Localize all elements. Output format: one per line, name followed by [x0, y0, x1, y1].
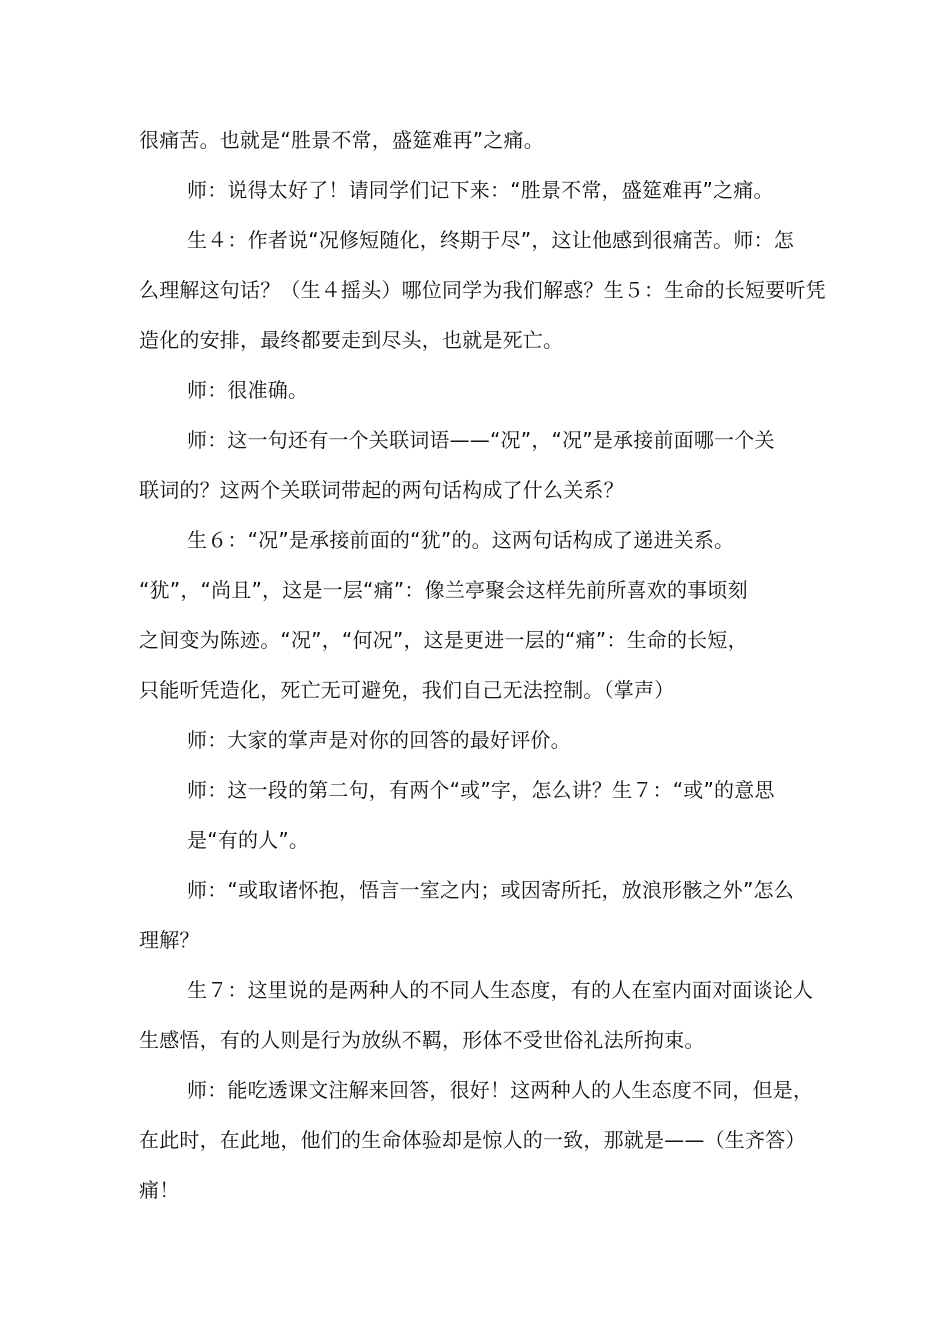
text-line: “犹”，“尚且”，这是一层“痛”：像兰亭聚会这样先前所喜欢的事顷刻 — [139, 578, 748, 602]
paragraph-teacher: 师：很准确。 — [187, 378, 309, 402]
paragraph-teacher: 师：大家的掌声是对你的回答的最好评价。 — [187, 728, 571, 752]
paragraph-student-4: 生４：作者说“况修短随化，终期于尽”，这让他感到很痛苦。师：怎 — [187, 228, 794, 252]
text-line: 么理解这句话？（生４摇头）哪位同学为我们解惑？生５：生命的长短要听凭 — [139, 278, 826, 302]
paragraph-teacher: 师：这一句还有一个关联词语——“况”，“况”是承接前面哪一个关 — [187, 428, 775, 452]
text-line: 只能听凭造化，死亡无可避免，我们自己无法控制。（掌声） — [139, 678, 675, 702]
text-line: 联词的？这两个关联词带起的两句话构成了什么关系？ — [139, 478, 624, 502]
text-line: 生感悟，有的人则是行为放纵不羁，形体不受世俗礼法所拘束。 — [139, 1028, 705, 1052]
text-line: 很痛苦。也就是“胜景不常，盛筵难再”之痛。 — [139, 128, 544, 152]
text-line: 造化的安排，最终都要走到尽头，也就是死亡。 — [139, 328, 564, 352]
text-line: 痛！ — [139, 1178, 180, 1202]
paragraph-teacher: 师：这一段的第二句，有两个“或”字，怎么讲？生７：“或”的意思 — [187, 778, 775, 802]
text-line: 之间变为陈迹。“况”，“何况”，这是更进一层的“痛”：生命的长短， — [139, 628, 748, 652]
text-line: 理解？ — [139, 928, 200, 952]
paragraph-student-7: 生７：这里说的是两种人的不同人生态度，有的人在室内面对面谈论人 — [187, 978, 814, 1002]
paragraph-teacher: 师：“或取诸怀抱，悟言一室之内；或因寄所托，放浪形骸之外”怎么 — [187, 878, 794, 902]
paragraph-teacher: 师：能吃透课文注解来回答，很好！这两种人的人生态度不同，但是， — [187, 1078, 814, 1102]
text-line: 在此时，在此地，他们的生命体验却是惊人的一致，那就是——（生齐答） — [139, 1128, 806, 1152]
text-line: 是“有的人”。 — [187, 828, 310, 852]
paragraph-student-6: 生６：“况”是承接前面的“犹”的。这两句话构成了递进关系。 — [187, 528, 735, 552]
paragraph-teacher: 师：说得太好了！请同学们记下来：“胜景不常，盛筵难再”之痛。 — [187, 178, 774, 202]
